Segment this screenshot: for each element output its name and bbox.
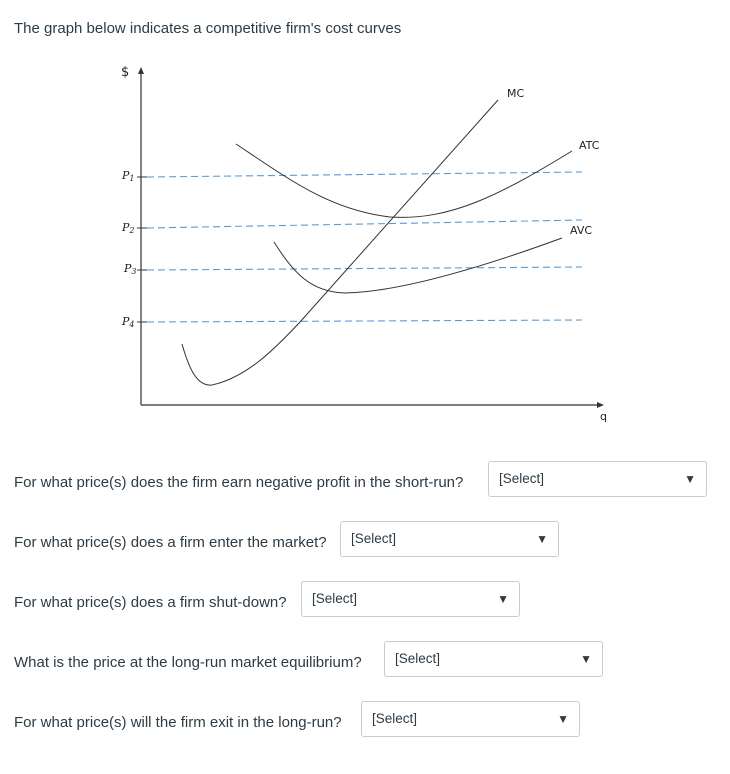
- question-1-select[interactable]: [488, 461, 707, 497]
- mc-label: MC: [507, 87, 525, 100]
- price-label-p3: P3: [124, 262, 137, 276]
- intro-text: The graph below indicates a competitive firm's cost curves: [14, 20, 402, 37]
- chevron-down-icon: ▼: [497, 592, 509, 606]
- atc-label: ATC: [579, 139, 600, 152]
- chevron-down-icon: ▼: [580, 652, 592, 666]
- chevron-down-icon: ▼: [536, 532, 548, 546]
- price-line-p4: [147, 320, 582, 322]
- question-2-select-value: [Select]: [351, 531, 397, 546]
- question-4-text: What is the price at the long-run market equilibrium?: [14, 654, 362, 671]
- question-2-text: For what price(s) does a firm enter the market?: [14, 534, 327, 551]
- x-axis-label: q: [600, 410, 607, 423]
- question-5-text: For what price(s) will the firm exit in the long-run?: [14, 714, 342, 731]
- question-3-select[interactable]: [301, 581, 520, 617]
- question-2-select[interactable]: [340, 521, 559, 557]
- price-line-p3: [147, 267, 582, 270]
- chevron-down-icon: ▼: [684, 472, 696, 486]
- y-axis-label: $: [121, 65, 130, 80]
- question-1-select-value: [Select]: [499, 471, 545, 486]
- avc-label: AVC: [570, 224, 593, 237]
- chevron-down-icon: ▼: [557, 712, 569, 726]
- x-axis-arrow-icon: [597, 402, 604, 408]
- question-5-select-value: [Select]: [372, 711, 418, 726]
- question-5-select[interactable]: [361, 701, 580, 737]
- atc-curve: [236, 144, 572, 217]
- question-3-text: For what price(s) does a firm shut-down?: [14, 594, 287, 611]
- question-1-text: For what price(s) does the firm earn negative profit in the short-run?: [14, 474, 464, 491]
- price-line-p1: [147, 172, 582, 177]
- price-label-p1: P1: [122, 169, 135, 183]
- question-3-select-value: [Select]: [312, 591, 358, 606]
- price-line-p2: [147, 220, 582, 228]
- avc-curve: [274, 238, 562, 293]
- question-4-select-value: [Select]: [395, 651, 441, 666]
- mc-curve: [182, 100, 498, 385]
- question-4-select[interactable]: [384, 641, 603, 677]
- y-axis-arrow-icon: [138, 67, 144, 74]
- price-label-p2: P2: [122, 221, 135, 235]
- price-label-p4: P4: [122, 315, 135, 329]
